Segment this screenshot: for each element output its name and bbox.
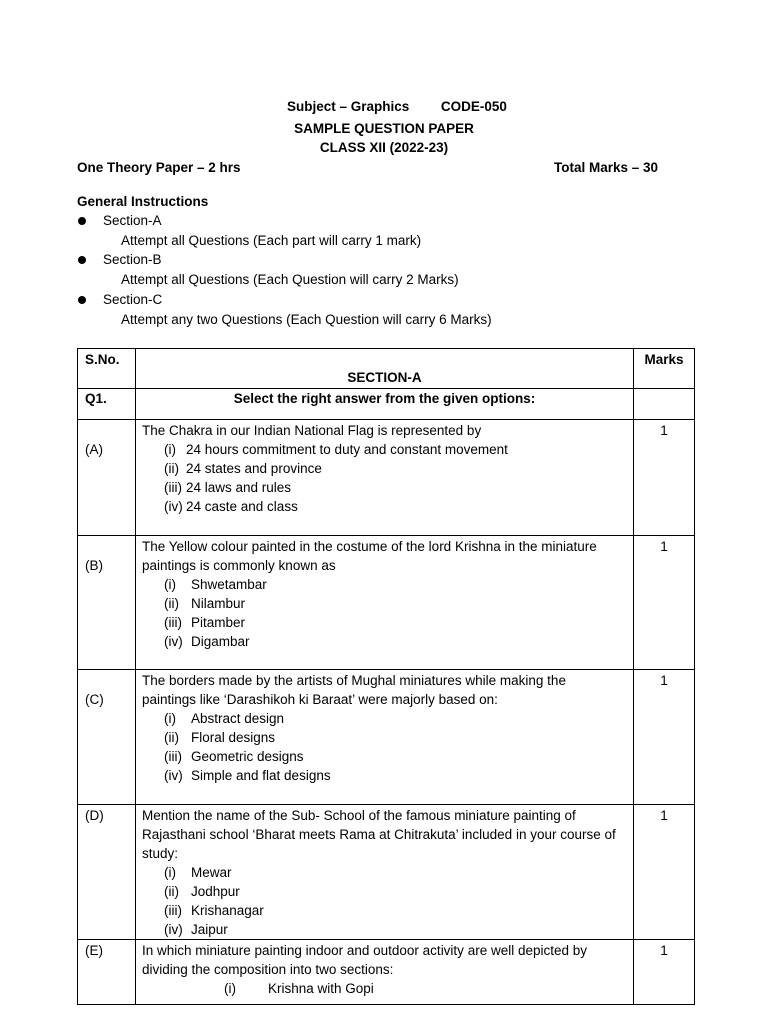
option-number: (i) xyxy=(224,981,236,996)
instruction-text-b: Attempt all Questions (Each Question will carry 2 Marks) xyxy=(121,272,459,287)
instructions-heading: General Instructions xyxy=(77,194,209,209)
table-row xyxy=(78,420,695,536)
table-row xyxy=(78,536,695,670)
question-text: Rajasthani school ‘Bharat meets Rama at Chitrakuta’ included in your course of xyxy=(142,827,616,842)
option-list xyxy=(142,979,629,998)
question-label: (D) xyxy=(85,808,104,823)
marks-cell xyxy=(634,536,695,670)
option-number: (iii) xyxy=(164,903,182,918)
question-label: (C) xyxy=(85,692,104,707)
option-text: Pitamber xyxy=(191,615,246,630)
question-text: The Chakra in our Indian National Flag is represented by xyxy=(142,423,482,438)
option-text: Jodhpur xyxy=(191,884,240,899)
question-label-cell xyxy=(78,536,136,670)
option-number: (ii) xyxy=(164,461,179,476)
list-item xyxy=(142,728,629,747)
option-number: (ii) xyxy=(164,596,179,611)
table-row xyxy=(78,805,695,940)
option-number: (iii) xyxy=(164,749,182,764)
question-label: (B) xyxy=(85,558,103,573)
option-text: Geometric designs xyxy=(191,749,304,764)
option-number: (ii) xyxy=(164,730,179,745)
sno-header xyxy=(78,349,136,389)
question-label-cell xyxy=(78,670,136,805)
marks-value: 1 xyxy=(660,423,668,438)
list-item xyxy=(142,979,629,998)
list-item xyxy=(142,575,629,594)
list-item xyxy=(142,594,629,613)
option-text: Krishanagar xyxy=(191,903,264,918)
option-text: 24 laws and rules xyxy=(186,480,292,495)
option-text: Floral designs xyxy=(191,730,276,745)
duration-text: One Theory Paper – 2 hrs xyxy=(77,160,241,175)
subject-code: CODE-050 xyxy=(440,99,507,114)
option-number: (iv) xyxy=(164,922,183,937)
instruction-text-a: Attempt all Questions (Each part will carry 1 mark) xyxy=(121,233,422,248)
question-table xyxy=(77,348,695,1005)
option-number: (i) xyxy=(164,442,176,457)
instruction-section-b: Section-B xyxy=(103,252,162,267)
option-number: (i) xyxy=(164,865,176,880)
question-label-cell xyxy=(78,940,136,1005)
list-item xyxy=(142,920,629,939)
list-item xyxy=(142,478,629,497)
question-cell xyxy=(136,670,634,805)
table-row xyxy=(78,389,695,420)
table-row xyxy=(78,670,695,805)
q1-marks-cell xyxy=(634,389,695,420)
table-header-row xyxy=(78,349,695,389)
option-text: 24 hours commitment to duty and constant movement xyxy=(186,442,508,457)
question-cell xyxy=(136,805,634,940)
q1-text: Select the right answer from the given options: xyxy=(233,391,536,406)
option-list xyxy=(142,575,629,651)
option-text: Jaipur xyxy=(191,922,228,937)
option-text: Simple and flat designs xyxy=(191,768,331,783)
question-label-cell xyxy=(78,420,136,536)
instruction-section-a: Section-A xyxy=(103,213,162,228)
list-item xyxy=(142,459,629,478)
question-cell xyxy=(136,940,634,1005)
option-list xyxy=(142,709,629,785)
marks-value: 1 xyxy=(660,673,668,688)
marks-value: 1 xyxy=(660,539,668,554)
option-number: (i) xyxy=(164,577,176,592)
list-item xyxy=(142,440,629,459)
list-item xyxy=(142,632,629,651)
total-marks-text: Total Marks – 30 xyxy=(554,160,659,175)
bullet-icon xyxy=(78,296,86,304)
subject-text: Subject – Graphics xyxy=(287,99,410,114)
list-item xyxy=(142,497,629,516)
option-number: (iii) xyxy=(164,615,182,630)
option-text: Abstract design xyxy=(191,711,285,726)
marks-header xyxy=(634,349,695,389)
option-number: (ii) xyxy=(164,884,179,899)
question-label: (A) xyxy=(85,442,103,457)
option-text: 24 states and province xyxy=(186,461,322,476)
marks-cell xyxy=(634,420,695,536)
question-label: (E) xyxy=(85,943,103,958)
bullet-icon xyxy=(78,217,86,225)
question-text: The Yellow colour painted in the costume of the lord Krishna in the miniature xyxy=(142,539,597,554)
bullet-icon xyxy=(78,256,86,264)
option-number: (iv) xyxy=(164,768,183,783)
option-text: Shwetambar xyxy=(191,577,267,592)
option-number: (iii) xyxy=(164,480,182,495)
question-text: dividing the composition into two sections: xyxy=(142,962,394,977)
list-item xyxy=(142,613,629,632)
question-text: paintings is commonly known as xyxy=(142,558,336,573)
list-item xyxy=(142,863,629,882)
list-item xyxy=(142,747,629,766)
instruction-text-c: Attempt any two Questions (Each Question will carry 6 Marks) xyxy=(121,312,492,327)
option-text: 24 caste and class xyxy=(186,499,298,514)
marks-header-label: Marks xyxy=(644,352,684,367)
question-text: paintings like ‘Darashikoh ki Baraat’ were majorly based on: xyxy=(142,692,498,707)
q1-label: Q1. xyxy=(85,391,107,406)
option-number: (i) xyxy=(164,711,176,726)
list-item xyxy=(142,882,629,901)
instruction-section-c: Section-C xyxy=(103,292,163,307)
paper-title: SAMPLE QUESTION PAPER xyxy=(294,121,474,136)
list-item xyxy=(142,709,629,728)
question-text: Mention the name of the Sub- School of the famous miniature painting of xyxy=(142,808,576,823)
question-text: study: xyxy=(142,846,179,861)
option-text: Krishna with Gopi xyxy=(268,981,374,996)
question-text: In which miniature painting indoor and outdoor activity are well depicted by xyxy=(142,943,588,958)
marks-cell xyxy=(634,940,695,1005)
q1-text-cell xyxy=(136,389,634,420)
section-title-cell xyxy=(136,349,634,389)
marks-value: 1 xyxy=(660,808,668,823)
q1-label-cell xyxy=(78,389,136,420)
list-item xyxy=(142,901,629,920)
marks-cell xyxy=(634,670,695,805)
option-number: (iv) xyxy=(164,499,183,514)
subject-line xyxy=(287,99,507,114)
list-item xyxy=(142,766,629,785)
option-list xyxy=(142,863,629,939)
section-title: SECTION-A xyxy=(347,370,422,385)
marks-cell xyxy=(634,805,695,940)
question-cell xyxy=(136,420,634,536)
option-text: Digambar xyxy=(191,634,250,649)
question-text: The borders made by the artists of Mughal miniatures while making the xyxy=(142,673,566,688)
option-text: Nilambur xyxy=(191,596,246,611)
option-list xyxy=(142,440,629,516)
question-cell xyxy=(136,536,634,670)
option-number: (iv) xyxy=(164,634,183,649)
sno-header-label: S.No. xyxy=(85,352,120,367)
table-row xyxy=(78,940,695,1005)
marks-value: 1 xyxy=(660,943,668,958)
question-label-cell xyxy=(78,805,136,940)
option-text: Mewar xyxy=(191,865,232,880)
class-line: CLASS XII (2022-23) xyxy=(319,140,449,155)
